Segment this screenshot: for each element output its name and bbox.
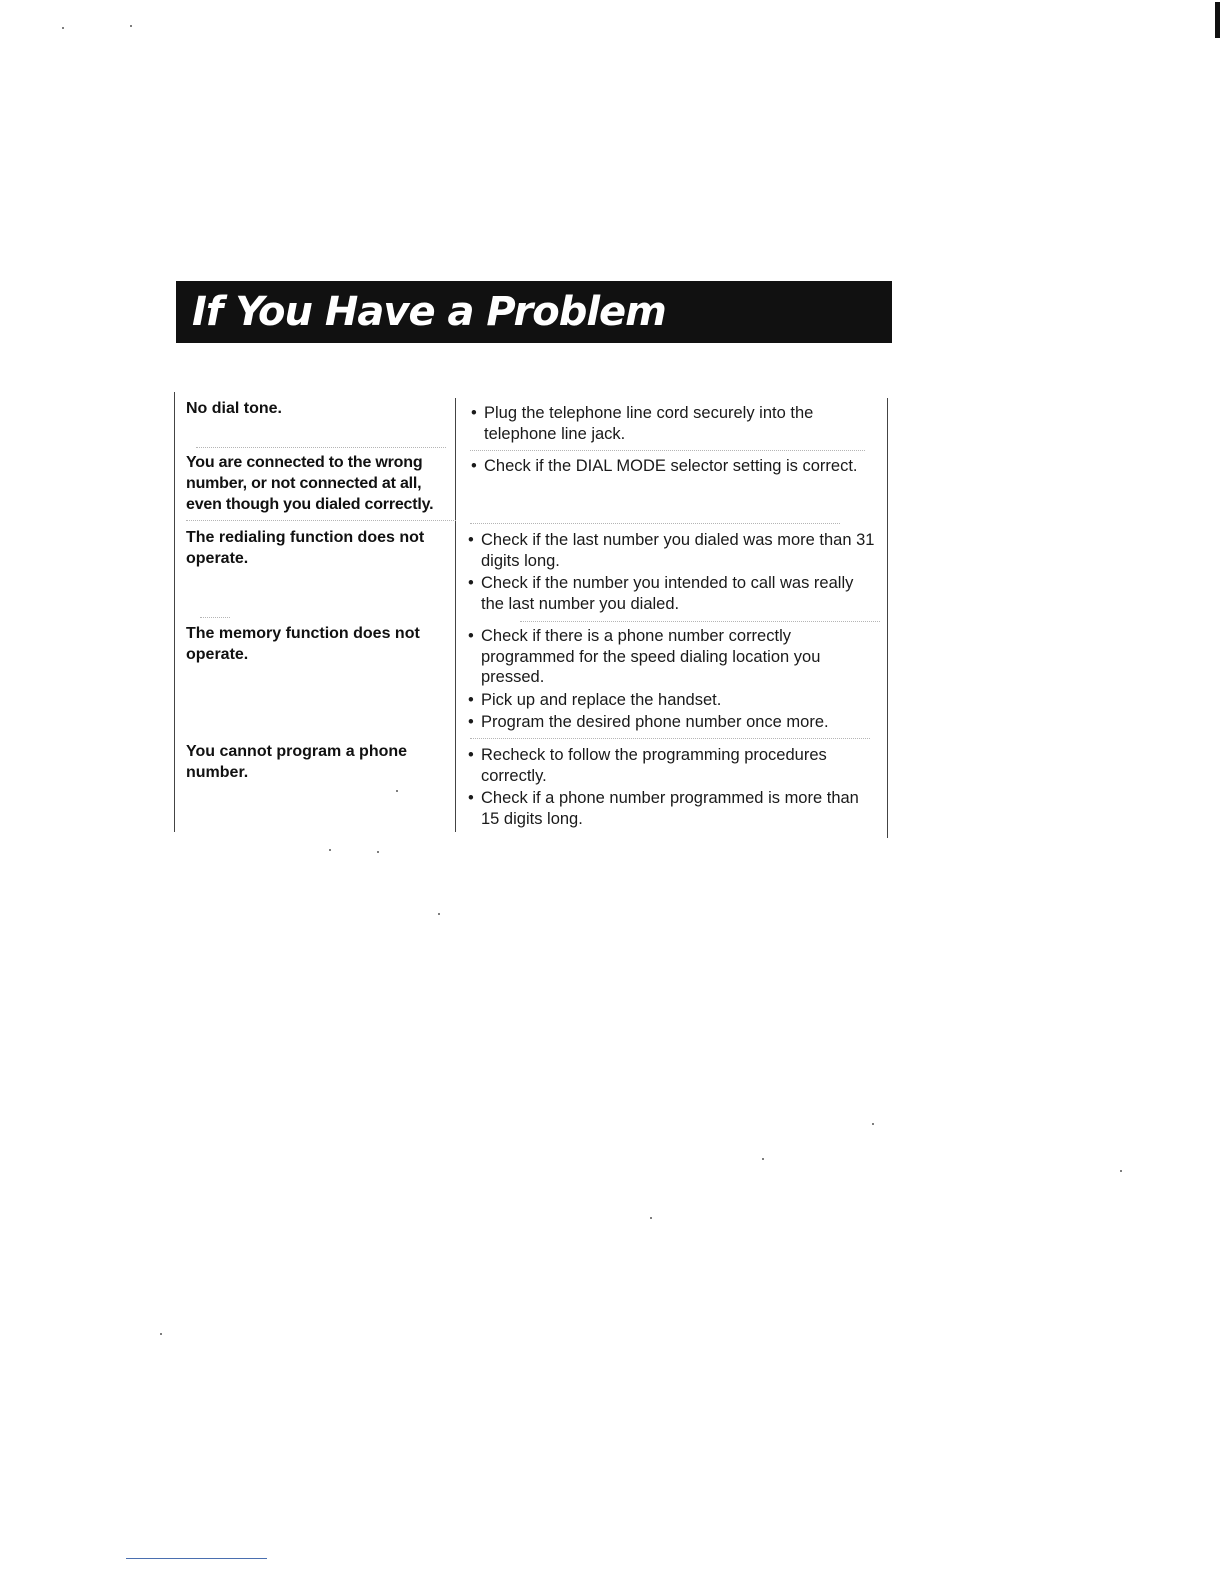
row-divider	[200, 617, 230, 618]
row-divider	[470, 738, 870, 739]
problem-cell: You are connected to the wrong number, or not connected at all, even though you dialed correctly.	[186, 454, 434, 513]
page-edge-mark	[1215, 2, 1220, 38]
page-title-banner	[176, 281, 892, 343]
solution-item: • Check if the last number you dialed was more than 31 digits long.	[468, 530, 878, 571]
solution-item: • Program the desired phone number once more.	[468, 712, 878, 733]
solution-list	[468, 530, 878, 616]
scan-speck	[438, 913, 440, 915]
table-center-rule	[455, 398, 456, 832]
scan-speck	[650, 1217, 652, 1219]
problem-cell: The redialing function does not operate.	[186, 529, 425, 567]
row-divider	[186, 520, 456, 521]
problem-cell: You cannot program a phone number.	[186, 743, 408, 781]
footer-rule	[126, 1558, 267, 1559]
page-title: If You Have a Problem	[192, 289, 666, 335]
solution-item: • Pick up and replace the handset.	[468, 690, 878, 711]
scan-speck	[396, 790, 398, 792]
row-divider	[520, 621, 880, 622]
scan-speck	[872, 1123, 874, 1125]
scan-speck	[329, 849, 331, 851]
solution-item: • Check if the number you intended to call was really the last number you dialed.	[468, 573, 878, 614]
solution-list	[471, 456, 881, 479]
scan-speck	[377, 851, 379, 853]
scan-speck	[130, 25, 132, 27]
scan-speck	[1120, 1170, 1122, 1172]
solution-list	[468, 745, 878, 831]
table-right-rule	[887, 398, 888, 838]
problem-cell: No dial tone.	[186, 400, 282, 417]
scan-speck	[160, 1333, 162, 1335]
row-divider	[196, 447, 446, 448]
solution-item: • Check if the DIAL MODE selector setting is correct.	[471, 456, 881, 477]
table-left-rule	[174, 392, 175, 832]
solution-list	[468, 626, 878, 735]
solution-item: • Plug the telephone line cord securely into the telephone line jack.	[471, 403, 881, 444]
solution-item: • Check if a phone number programmed is more than 15 digits long.	[468, 788, 878, 829]
solution-list	[471, 403, 881, 446]
row-divider	[470, 450, 865, 451]
scan-speck	[762, 1158, 764, 1160]
problem-cell: The memory function does not operate.	[186, 625, 420, 663]
row-divider	[470, 523, 840, 524]
scan-speck	[62, 27, 64, 29]
solution-item: • Check if there is a phone number correctly programmed for the speed dialing location you pressed.	[468, 626, 878, 688]
solution-item: • Recheck to follow the programming procedures correctly.	[468, 745, 878, 786]
